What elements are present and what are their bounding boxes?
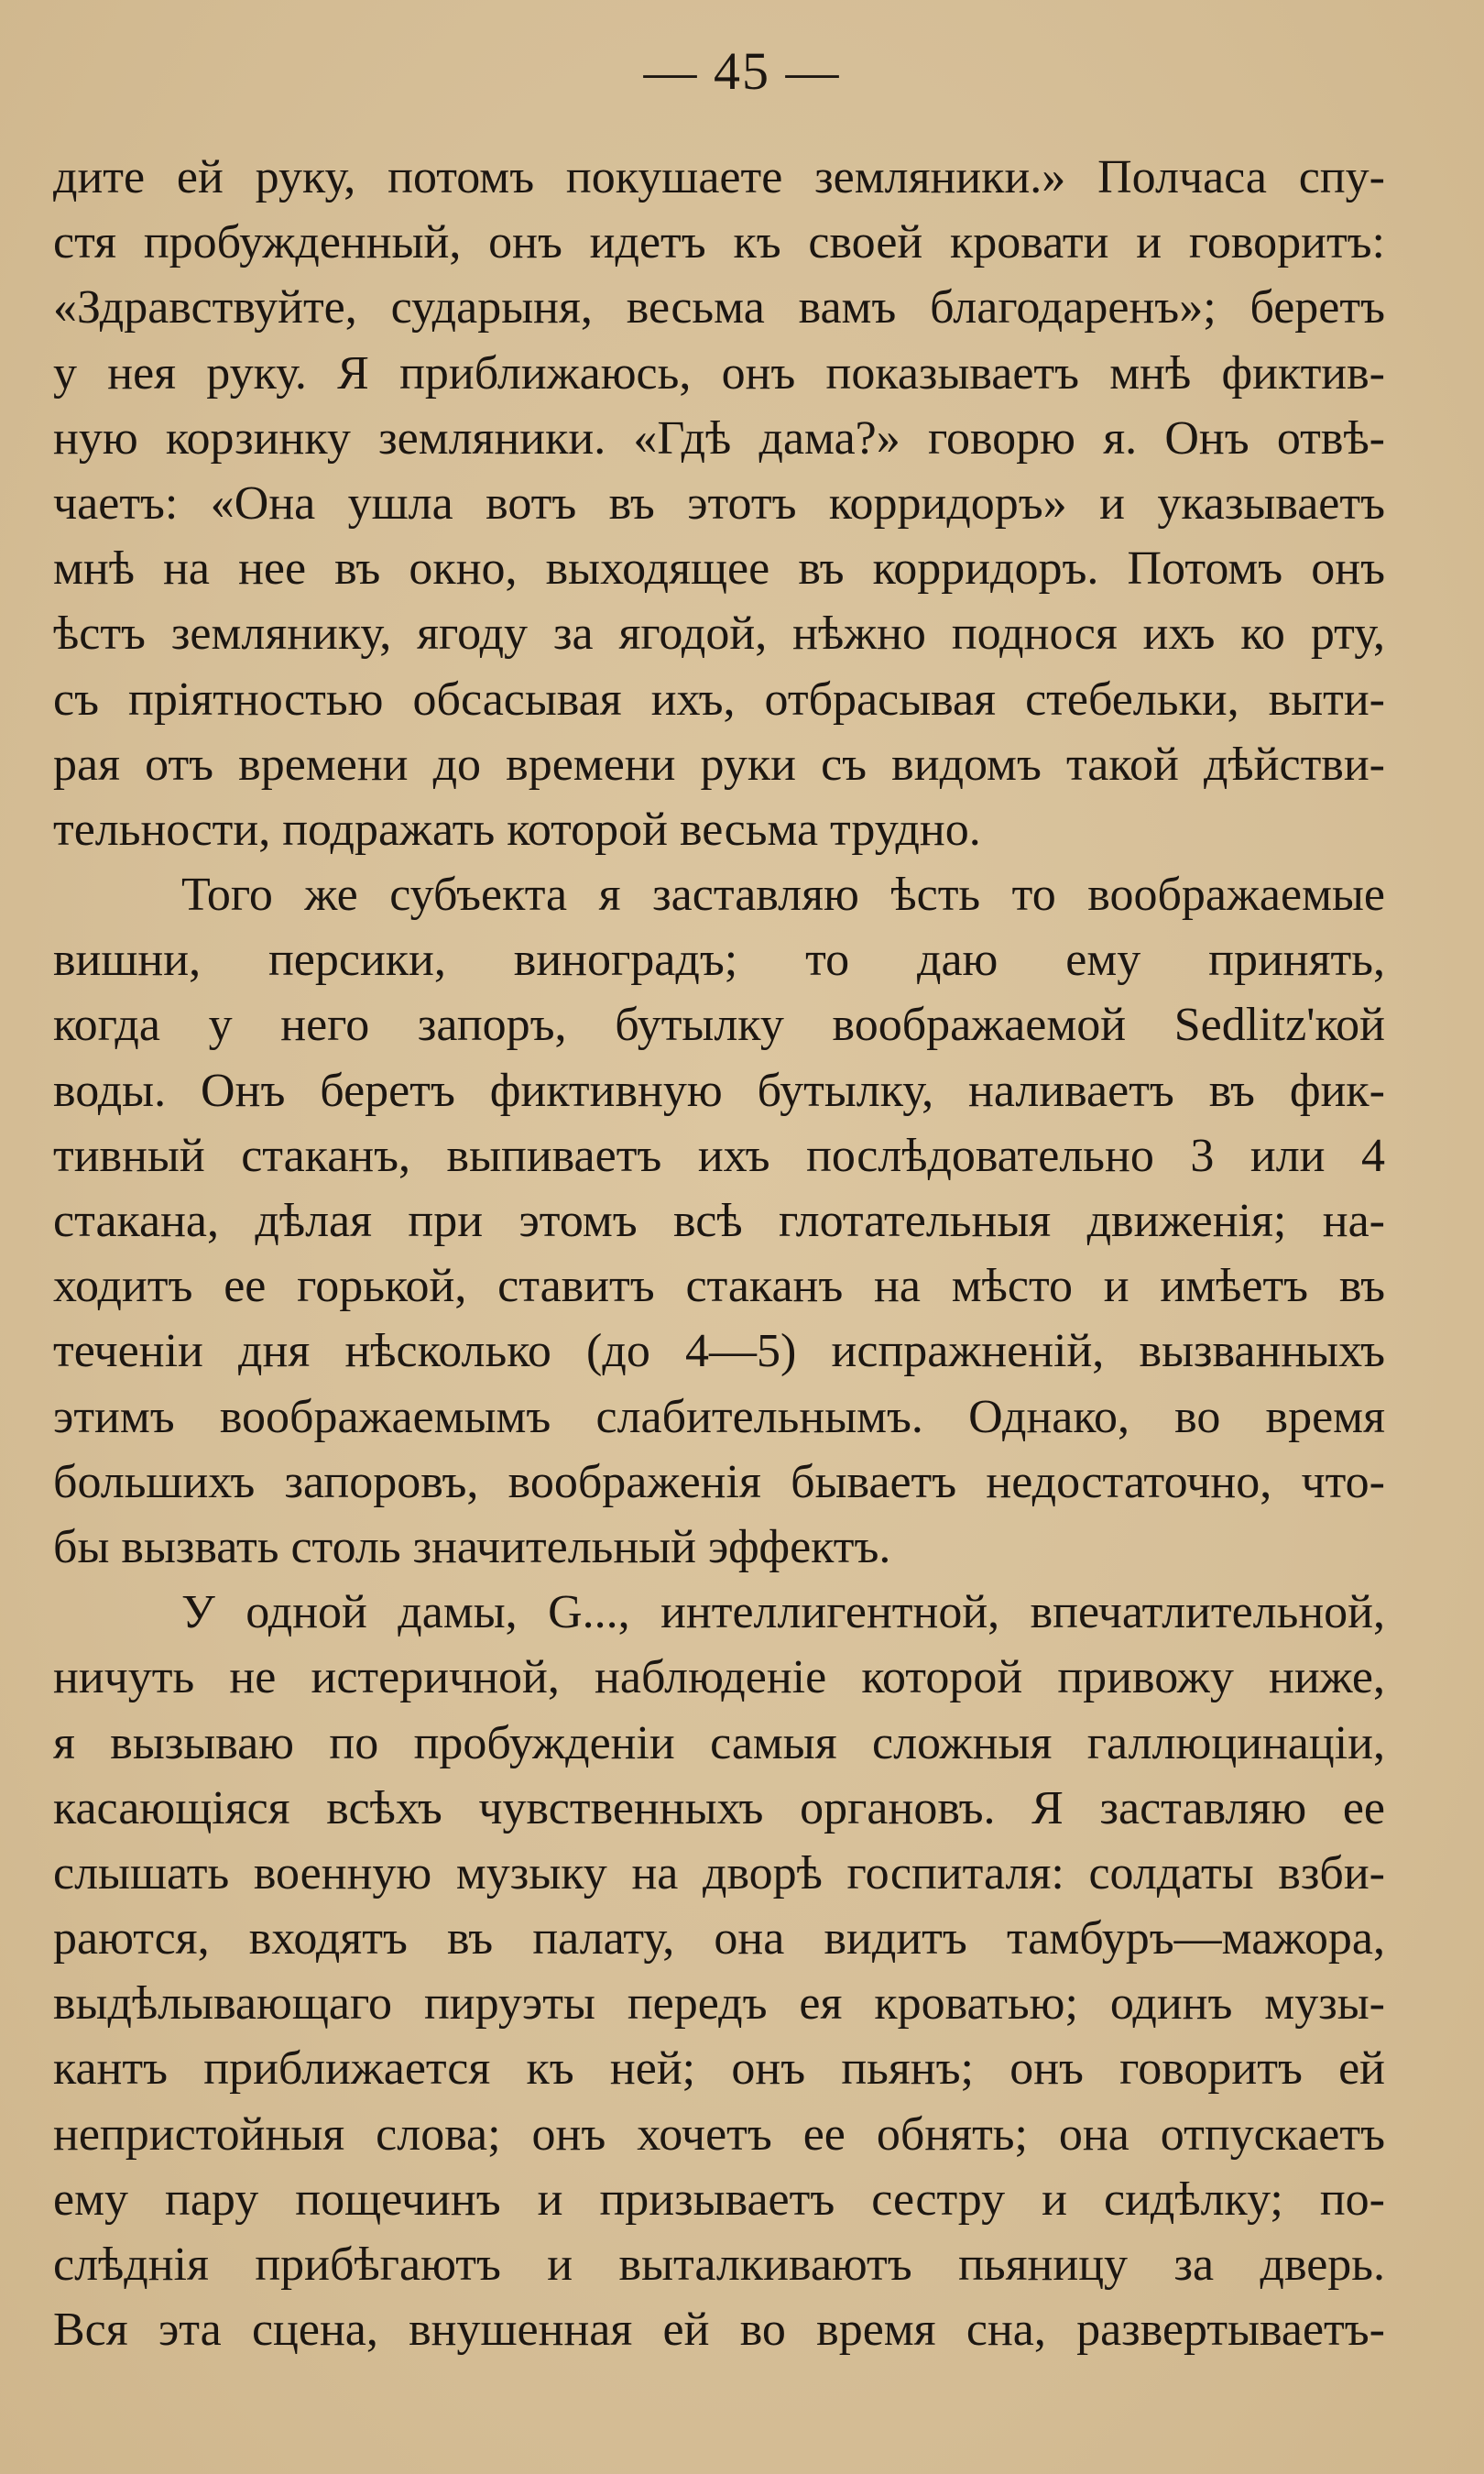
text-line: вишни, персики, виноградъ; то даю ему принять,	[53, 934, 1385, 987]
text-line: тивный стаканъ, выпиваетъ ихъ послѣдовательно 3 или 4	[53, 1129, 1385, 1182]
text-line: слѣднія прибѣгаютъ и выталкиваютъ пьяницу за дверь.	[53, 2239, 1385, 2291]
text-line: когда у него запоръ, бутылку воображаемой Sedlitz'кой	[53, 999, 1385, 1052]
text-line: касающіяся всѣхъ чувственныхъ органовъ. Я заставляю ее	[53, 1781, 1385, 1834]
text-line: непристойныя слова; онъ хочетъ ее обнять; она отпускаетъ	[53, 2107, 1385, 2161]
text-line: ходитъ ее горькой, ставитъ стаканъ на мѣсто и имѣетъ въ	[53, 1260, 1385, 1313]
text-line: воды. Онъ беретъ фиктивную бутылку, наливаетъ въ фик-	[53, 1064, 1385, 1117]
text-line: я вызываю по пробужденіи самыя сложныя галлюцинаціи,	[53, 1716, 1385, 1769]
paragraph-first-line: У одной дамы, G..., интеллигентной, впечатлительной,	[181, 1586, 1385, 1639]
text-line: дите ей руку, потомъ покушаете земляники.» Полчаса спу-	[53, 151, 1385, 203]
text-line: Вся эта сцена, внушенная ей во время сна, развертываетъ-	[53, 2304, 1385, 2357]
text-line: выдѣлывающаго пируэты передъ ея кроватью; одинъ музы-	[53, 1977, 1385, 2031]
text-line: ную корзинку земляники. «Гдѣ дама?» говорю я. Онъ отвѣ-	[53, 411, 1385, 465]
text-line: ему пару пощечинъ и призываетъ сестру и сидѣлку; по-	[53, 2173, 1385, 2226]
text-line: «Здравствуйте, сударыня, весьма вамъ благодаренъ»; беретъ	[53, 281, 1385, 334]
text-line: ѣстъ землянику, ягоду за ягодой, нѣжно поднося ихъ ко рту,	[53, 608, 1385, 661]
text-line: ничуть не истеричной, наблюденіе которой привожу ниже,	[53, 1651, 1385, 1704]
text-line: большихъ запоровъ, воображенія бываетъ недостаточно, что-	[53, 1455, 1385, 1508]
text-line: стя пробужденный, онъ идетъ къ своей кровати и говоритъ:	[53, 216, 1385, 269]
paragraph-last-line: тельности, подражать которой весьма трудно.	[53, 803, 981, 856]
text-line: мнѣ на нее въ окно, выходящее въ корридоръ. Потомъ онъ	[53, 542, 1385, 596]
text-line: слышать военную музыку на дворѣ госпиталя: солдаты взби-	[53, 1846, 1385, 1899]
text-line: съ пріятностью обсасывая ихъ, отбрасывая стебельки, выти-	[53, 673, 1385, 726]
page-number: — 45 —	[643, 41, 841, 101]
paragraph-first-line: Того же субъекта я заставляю ѣсть то воображаемые	[181, 869, 1385, 922]
text-line: стакана, дѣлая при этомъ всѣ глотательныя движенія; на-	[53, 1195, 1385, 1247]
body-text	[53, 145, 1385, 2362]
text-line: теченіи дня нѣсколько (до 4—5) испражненій, вызванныхъ	[53, 1325, 1385, 1378]
text-line: у нея руку. Я приближаюсь, онъ показываетъ мнѣ фиктив-	[53, 346, 1385, 400]
text-line: чаетъ: «Она ушла вотъ въ этотъ корридоръ» и указываетъ	[53, 476, 1385, 530]
text-line: рая отъ времени до времени руки съ видомъ такой дѣйстви-	[53, 738, 1385, 791]
text-line: кантъ приближается къ ней; онъ пьянъ; онъ говоритъ ей	[53, 2042, 1385, 2096]
text-line: раются, входятъ въ палату, она видитъ тамбуръ—мажора,	[53, 1912, 1385, 1965]
paragraph-last-line: бы вызвать столь значительный эффектъ.	[53, 1520, 891, 1573]
text-line: этимъ воображаемымъ слабительнымъ. Однако, во время	[53, 1390, 1385, 1443]
